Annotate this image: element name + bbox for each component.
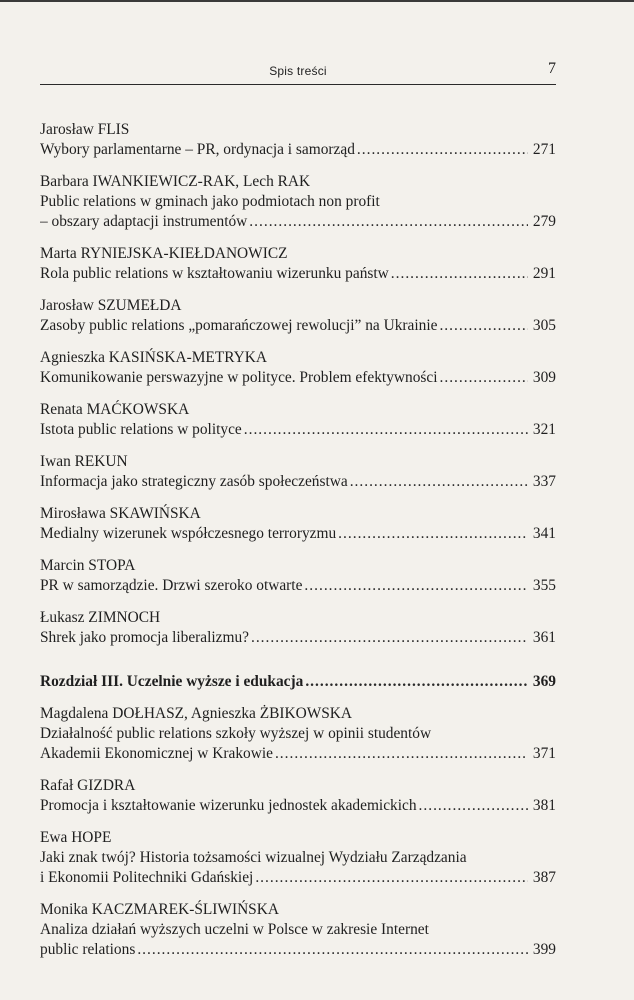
toc-title-row xyxy=(40,796,556,816)
toc-author: Jarosław SZUMEŁDA xyxy=(40,297,182,314)
toc-page-number: 279 xyxy=(532,213,556,230)
toc-author: Jarosław FLIS xyxy=(40,121,130,138)
dot-leader xyxy=(440,368,529,388)
running-header xyxy=(40,60,556,85)
toc-title-row xyxy=(40,264,556,284)
toc-page-number: 291 xyxy=(532,265,556,282)
toc-page-number: 355 xyxy=(532,577,556,594)
toc-title-text: Zasoby public relations „pomarańczowej rewolucji” na Ukrainie xyxy=(40,317,438,334)
toc-title-text: public relations xyxy=(40,941,136,958)
toc-entry xyxy=(40,244,556,284)
toc-title-text: Komunikowanie perswazyjne w polityce. Problem efektywności xyxy=(40,369,438,386)
toc-title-text: Istota public relations w polityce xyxy=(40,421,242,438)
toc-title-text: – obszary adaptacji instrumentów xyxy=(40,213,248,230)
toc-title-text: PR w samorządzie. Drzwi szeroko otwarte xyxy=(40,577,303,594)
dot-leader xyxy=(357,140,528,160)
toc-entry xyxy=(40,828,556,888)
dot-leader xyxy=(391,264,528,284)
toc-page-number: 387 xyxy=(532,869,556,886)
toc-title-row xyxy=(40,868,556,888)
toc-title-row xyxy=(40,472,556,492)
chapter-heading xyxy=(40,672,556,692)
toc-author: Barbara IWANKIEWICZ-RAK, Lech RAK xyxy=(40,173,311,190)
dot-leader xyxy=(137,940,528,960)
toc-title-row xyxy=(40,140,556,160)
toc-author: Mirosława SKAWIŃSKA xyxy=(40,505,201,522)
toc-title-line: Analiza działań wyższych uczelni w Polsce w zakresie Internet xyxy=(40,921,429,938)
toc-title-row xyxy=(40,368,556,388)
toc-entry xyxy=(40,296,556,336)
chapter-row xyxy=(40,672,556,692)
toc-title-line: Jaki znak twój? Historia tożsamości wizualnej Wydziału Zarządzania xyxy=(40,849,467,866)
toc-title-row xyxy=(40,316,556,336)
toc-author: Rafał GIZDRA xyxy=(40,777,136,794)
dot-leader xyxy=(275,744,528,764)
dot-leader xyxy=(244,420,528,440)
toc-page-number: 341 xyxy=(532,525,556,542)
page-top-edge xyxy=(0,0,634,2)
toc-title-text: Akademii Ekonomicznej w Krakowie xyxy=(40,745,273,762)
toc-title-text: Wybory parlamentarne – PR, ordynacja i samorząd xyxy=(40,141,355,158)
toc-author: Magdalena DOŁHASZ, Agnieszka ŻBIKOWSKA xyxy=(40,705,353,722)
page-number: 7 xyxy=(548,60,556,77)
toc-title-text: Rola public relations w kształtowaniu wizerunku państw xyxy=(40,265,389,282)
toc-page-number: 321 xyxy=(532,421,556,438)
toc-page-number: 309 xyxy=(532,369,556,386)
toc-entry xyxy=(40,900,556,960)
dot-leader xyxy=(249,212,528,232)
toc-title-row xyxy=(40,576,556,596)
toc-page-number: 399 xyxy=(532,941,556,958)
toc-title-text: Shrek jako promocja liberalizmu? xyxy=(40,629,249,646)
chapter-title: Rozdział III. Uczelnie wyższe i edukacja xyxy=(40,673,304,690)
toc-title-text: Informacja jako strategiczny zasób społeczeństwa xyxy=(40,473,348,490)
toc-title-text: i Ekonomii Politechniki Gdańskiej xyxy=(40,869,254,886)
toc-entry xyxy=(40,452,556,492)
toc-title-row xyxy=(40,420,556,440)
toc-entry xyxy=(40,608,556,648)
toc-title-text: Promocja i kształtowanie wizerunku jednostek akademickich xyxy=(40,797,417,814)
toc-entry xyxy=(40,704,556,764)
toc-title-row xyxy=(40,524,556,544)
toc-title-row xyxy=(40,940,556,960)
running-header-title: Spis treści xyxy=(269,64,327,78)
toc-title-line: Public relations w gminach jako podmiotach non profit xyxy=(40,193,380,210)
toc-page-number: 337 xyxy=(532,473,556,490)
toc-page-number: 381 xyxy=(532,797,556,814)
toc-page-number: 371 xyxy=(532,745,556,762)
table-of-contents xyxy=(40,120,556,972)
toc-entry xyxy=(40,348,556,388)
toc-title-row xyxy=(40,212,556,232)
toc-author: Monika KACZMAREK-ŚLIWIŃSKA xyxy=(40,901,279,918)
dot-leader xyxy=(305,672,528,692)
dot-leader xyxy=(350,472,528,492)
toc-page-number: 271 xyxy=(532,141,556,158)
dot-leader xyxy=(419,796,528,816)
toc-title-line: Działalność public relations szkoły wyższej w opinii studentów xyxy=(40,725,432,742)
toc-entry xyxy=(40,172,556,232)
toc-page-number: 305 xyxy=(532,317,556,334)
toc-entry xyxy=(40,504,556,544)
toc-entry xyxy=(40,400,556,440)
toc-title-text: Medialny wizerunek współczesnego terroryzmu xyxy=(40,525,337,542)
toc-page-number: 361 xyxy=(532,629,556,646)
dot-leader xyxy=(304,576,528,596)
toc-author: Ewa HOPE xyxy=(40,829,112,846)
toc-author: Iwan REKUN xyxy=(40,453,128,470)
toc-entry xyxy=(40,120,556,160)
toc-author: Marta RYNIEJSKA-KIEŁDANOWICZ xyxy=(40,245,288,262)
toc-author: Agnieszka KASIŃSKA-METRYKA xyxy=(40,349,267,366)
toc-title-row xyxy=(40,744,556,764)
toc-entry xyxy=(40,776,556,816)
dot-leader xyxy=(338,524,528,544)
dot-leader xyxy=(439,316,528,336)
dot-leader xyxy=(251,628,528,648)
chapter-page-number: 369 xyxy=(532,673,556,690)
toc-title-row xyxy=(40,628,556,648)
toc-author: Renata MAĆKOWSKA xyxy=(40,401,190,418)
dot-leader xyxy=(255,868,528,888)
toc-author: Łukasz ZIMNOCH xyxy=(40,609,161,626)
toc-entry xyxy=(40,556,556,596)
toc-author: Marcin STOPA xyxy=(40,557,136,574)
